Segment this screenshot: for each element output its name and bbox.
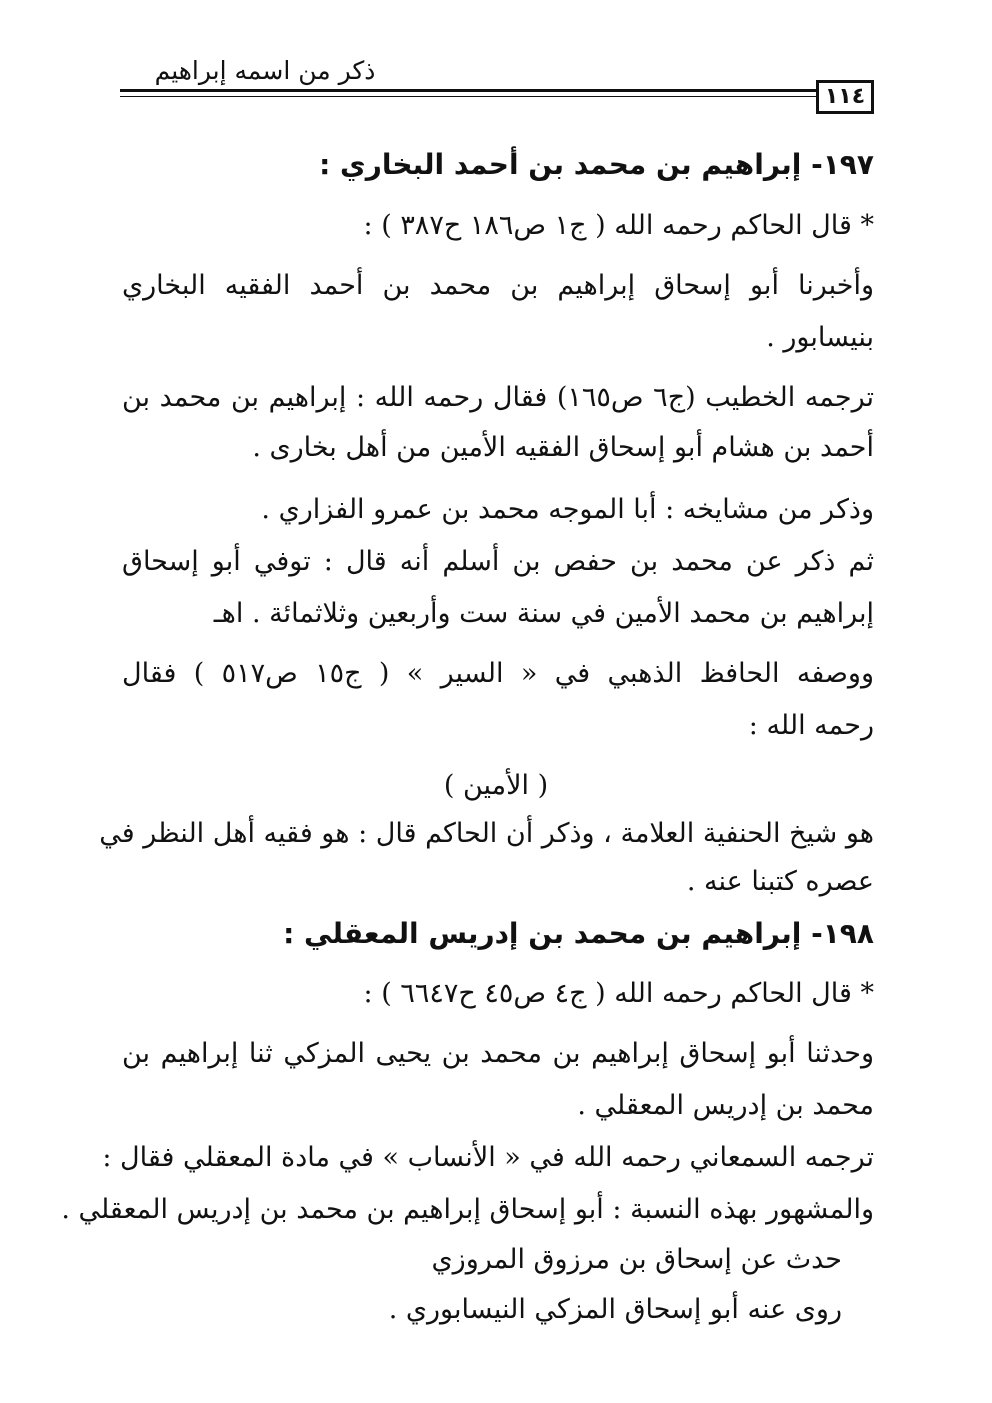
text-line: ووصفه الحافظ الذهبي في « السير » ( ج١٥ ص٥١٧ ) فقال bbox=[122, 658, 874, 689]
text-line: وحدثنا أبو إسحاق إبراهيم بن محمد بن يحيى المزكي ثنا إبراهيم بن bbox=[122, 1038, 874, 1069]
text-line: والمشهور بهذه النسبة : أبو إسحاق إبراهيم بن محمد بن إدريس المعقلي . bbox=[61, 1194, 874, 1225]
running-title: ذكر من اسمه إبراهيم bbox=[154, 56, 376, 85]
text-line: ترجمه الخطيب (ج٦ ص١٦٥) فقال رحمه الله : إبراهيم بن محمد بن bbox=[122, 382, 875, 413]
text-line: وذكر من مشايخه : أبا الموجه محمد بن عمرو الفزاري . bbox=[261, 494, 874, 525]
text-line: ترجمه السمعاني رحمه الله في « الأنساب » في مادة المعقلي فقال : bbox=[102, 1142, 874, 1173]
text-line: محمد بن إدريس المعقلي . bbox=[577, 1090, 874, 1121]
text-line: هو شيخ الحنفية العلامة ، وذكر أن الحاكم قال : هو فقيه أهل النظر في bbox=[99, 818, 874, 849]
text-line: وأخبرنا أبو إسحاق إبراهيم بن محمد بن أحمد الفقيه البخاري bbox=[122, 270, 874, 301]
text-line: رحمه الله : bbox=[748, 710, 874, 741]
page-number: ١١٤ bbox=[816, 80, 874, 114]
text-line: إبراهيم بن محمد الأمين في سنة ست وأربعين وثلاثمائة . اهـ bbox=[213, 598, 874, 629]
text-line: روى عنه أبو إسحاق المزكي النيسابوري . bbox=[388, 1294, 842, 1325]
text-line: ثم ذكر عن محمد بن حفص بن أسلم أنه قال : توفي أبو إسحاق bbox=[122, 546, 874, 577]
text-line: عصره كتبنا عنه . bbox=[686, 866, 874, 897]
header-rule-thick bbox=[120, 89, 820, 92]
entry-heading: ١٩٨- إبراهيم بن محمد بن إدريس المعقلي : bbox=[283, 917, 874, 950]
text-line: حدث عن إسحاق بن مرزوق المروزي bbox=[431, 1244, 842, 1275]
header-rule-thin bbox=[120, 96, 820, 97]
quoted-title: ( الأمين ) bbox=[443, 770, 549, 801]
text-line: بنيسابور . bbox=[766, 322, 874, 353]
text-line: أحمد بن هشام أبو إسحاق الفقيه الأمين من أهل بخارى . bbox=[252, 432, 874, 463]
citation-line: * قال الحاكم رحمه الله ( ج١ ص١٨٦ ح٣٨٧ ) : bbox=[363, 210, 874, 241]
citation-line: * قال الحاكم رحمه الله ( ج٤ ص٤٥ ح٦٦٤٧ ) : bbox=[363, 978, 874, 1009]
entry-heading: ١٩٧- إبراهيم بن محمد بن أحمد البخاري : bbox=[319, 148, 874, 181]
